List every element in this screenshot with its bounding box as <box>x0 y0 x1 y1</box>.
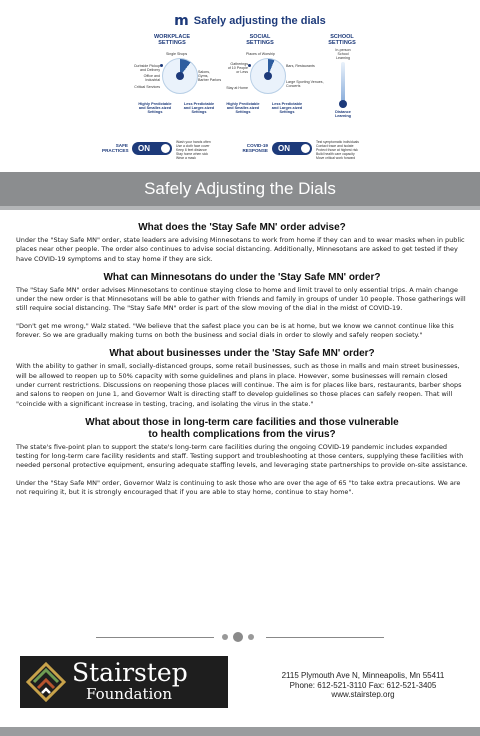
school-heading-line2: SETTINGS <box>328 40 356 46</box>
safe-practices-label <box>102 143 128 153</box>
workplace-label-office-line1: Office and <box>143 74 160 78</box>
school-label-distance <box>328 110 358 118</box>
covid-response-item: Contact trace and isolate <box>316 144 354 148</box>
covid-response-label-line2: RESPONSE <box>242 148 268 153</box>
safe-practice-item: Stay home when sick <box>176 152 209 156</box>
safe-practice-item: Wear a mask <box>176 156 196 160</box>
divider-dot <box>248 634 254 640</box>
social-dial <box>250 58 286 94</box>
workplace-label-critical: Critical Services <box>134 85 160 89</box>
social-label-venues-line2: Concerts <box>286 84 301 88</box>
covid-response-toggle <box>272 142 312 155</box>
workplace-label-single-shops: Single Shops <box>166 52 188 56</box>
social-bottom-right: Less Predictable and Larger-sized Settings <box>271 102 303 115</box>
section-heading-line2: to health complications from the virus? <box>148 428 336 440</box>
section-heading-line1: What about those in long-term care facilities and those vulnerable <box>85 416 399 428</box>
covid-response-label <box>238 143 268 153</box>
dot-divider <box>96 631 384 645</box>
dials-infographic <box>100 12 400 172</box>
social-bottom-left: Highly Predictable and Smaller-sized Settings <box>226 102 260 115</box>
covid-response-item: Move critical work forward <box>316 156 356 160</box>
divider-dot <box>222 634 228 640</box>
stairstep-logo-icon <box>26 662 66 702</box>
section-paragraph: The "Stay Safe MN" order advises Minnesotans to continue staying close to home and limit travel to only essential trips. A main change under the new order is that Minnesotans will be able to gather with friends and family in groups of under 10 people. Those gatherings will still require social distancing. The "Stay Safe MN" order is part of the slow moving of the dial in the midst of COVID-19. <box>16 285 466 313</box>
safe-practices-label-line1: SAFE <box>115 143 128 148</box>
workplace-label-salons-line2: Gyms, <box>198 74 209 78</box>
covid-response-item: Build health care capacity <box>316 152 355 156</box>
social-label-venues <box>286 80 324 88</box>
dial-marker <box>248 64 251 67</box>
social-label-venues-line1: Large Sporting Venues, <box>286 80 324 84</box>
school-label-in-person <box>328 48 358 60</box>
workplace-dial-hub <box>176 72 184 80</box>
school-label-distance-line1: Distance <box>335 110 351 114</box>
social-heading-line2: SETTINGS <box>246 40 274 46</box>
workplace-bottom-right: Less Predictable and Larger-sized Settings <box>183 102 215 115</box>
workplace-label-salons-line1: Salons, <box>198 70 210 74</box>
phone-fax-line: Phone: 612-521-3110 Fax: 612-521-3405 <box>289 680 437 690</box>
address-line: 2115 Plymouth Ave N, Minneapolis, Mn 55411 <box>281 671 445 680</box>
social-dial-hub <box>264 72 272 80</box>
social-heading <box>230 34 290 46</box>
school-heading-line1: SCHOOL <box>330 34 354 40</box>
bottom-bar <box>0 727 480 736</box>
safe-practice-item: Wash your hands often <box>176 140 211 144</box>
covid-response-item: Test symptomatic individuals <box>316 140 359 144</box>
workplace-label-curbside-line1: Curbside Pickup <box>133 64 160 68</box>
divider-line-right <box>266 637 384 638</box>
divider-dot <box>233 632 243 642</box>
website-link[interactable]: www.stairstep.org <box>331 690 395 699</box>
social-label-bars: Bars, Restaurants <box>286 64 315 68</box>
workplace-heading-line2: SETTINGS <box>158 40 186 46</box>
section-paragraph: With the ability to gather in small, socially-distanced groups, some retail businesses, such as those in malls and main street businesses, will be allowed to reopen up to 50% capacity with some guidelines and plans in place. However, some businesses will remain closed under current restrictions. Discussions on reopening those places will continue. The aim is for places like bars, restaurants, barber shops and salons to reopen on June 1, and Governor Walt is directing staff to develop guidelines so those places can safely reopen. That will "coincide with a significant increase in testing, tracing, and isolating the virus in the state." <box>16 362 462 408</box>
section-heading: What about businesses under the 'Stay Safe MN' order? <box>109 348 375 360</box>
minnesota-logo-icon: m <box>174 13 188 29</box>
social-heading-line1: SOCIAL <box>249 34 271 40</box>
social-label-gatherings <box>218 62 248 74</box>
social-label-gatherings-line1: Gatherings <box>230 62 248 66</box>
workplace-heading-line1: WORKPLACE <box>153 34 191 40</box>
safe-practice-item: Keep 6 feet distance <box>176 148 207 152</box>
workplace-dial <box>162 58 198 94</box>
toggle-knob-icon <box>161 144 170 153</box>
section-paragraph: Under the "Stay Safe MN" order, Governor Walz is continuing to ask those who are over the age of 65 "to take extra precautions. We are not requiring it, but it is strongly encouraged that if you are able to stay home, continue to stay home". <box>16 478 461 497</box>
school-heading <box>322 34 362 46</box>
dial-marker <box>160 64 163 67</box>
workplace-heading <box>142 34 202 46</box>
safe-practices-list <box>176 140 236 160</box>
workplace-label-curbside <box>130 64 160 72</box>
article-body <box>16 222 468 505</box>
infographic-header <box>100 12 400 30</box>
safe-practice-item: Use a cloth face cover <box>176 144 210 148</box>
section-heading <box>16 417 468 441</box>
workplace-label-office-line2: Industrial <box>145 78 160 82</box>
workplace-bottom-left: Highly Predictable and Smaller-sized Settings <box>138 102 172 115</box>
safe-practices-label-line2: PRACTICES <box>102 148 129 153</box>
contact-block <box>258 671 468 700</box>
covid-response-toggle-label: ON <box>278 144 290 153</box>
section-heading: What does the 'Stay Safe MN' order advise? <box>138 222 346 233</box>
social-label-gatherings-line2: of 10 People <box>227 66 248 70</box>
social-label-worship: Places of Worship <box>246 52 275 56</box>
safe-practices-toggle <box>132 142 172 155</box>
page-title: Safely Adjusting the Dials <box>144 179 336 198</box>
walz-quote-paragraph: "Don't get me wrong," Walz stated. "We believe that the safest place you can be is at home, but we know we cannot continue like this forever. So we are gradually making turns on both the business and social dials in order to slowly and safely reopen society." <box>16 321 454 340</box>
divider-line-left <box>96 637 214 638</box>
toggle-knob-icon <box>301 144 310 153</box>
workplace-label-office <box>130 74 160 82</box>
title-banner <box>0 172 480 210</box>
covid-response-item: Protect those at highest risk <box>316 148 358 152</box>
logo-name: Stairstep <box>72 658 188 687</box>
school-label-in-person-line2: School <box>337 52 349 56</box>
school-label-distance-line2: Learning <box>334 114 352 119</box>
social-label-stay-home: Stay at Home <box>226 86 248 90</box>
school-label-in-person-line3: Learning <box>336 56 350 60</box>
safe-practices-toggle-label: ON <box>138 144 150 153</box>
covid-response-label-line1: COVID-19 <box>246 143 268 148</box>
dial-columns <box>100 34 400 136</box>
social-label-gatherings-line3: or Less <box>236 70 248 74</box>
stairstep-logo <box>20 656 228 708</box>
school-label-in-person-line1: In-person <box>335 48 351 52</box>
toggles-row <box>100 140 400 166</box>
section-paragraph: The state's five-point plan to support the state's long-term care facilities during the ongoing COVID-19 pandemic includes expanded testing for long-term care facility residents and staff. Testing support and troubleshooting at those centers, supplying these facilities with needed personal protective equipment, ensuring adequate staffing levels, and leveraging state partnerships to provide on-site assistance. <box>16 442 468 470</box>
workplace-label-salons-line3: Barber Parlors <box>198 78 222 82</box>
section-heading: What can Minnesotans do under the 'Stay Safe MN' order? <box>103 271 381 283</box>
logo-subtitle: Foundation <box>86 685 173 703</box>
school-slider-knob <box>339 100 347 108</box>
section-paragraph: Under the "Stay Safe MN" order, state leaders are advising Minnesotans to work from home if they can and to wear masks when in public places near other people. The order also continues to advise social distancing. Additionally, Minnesotans are asked to get tested if they have COVID-19 symptoms and to stay home if they are sick. <box>16 236 465 263</box>
infographic-title: Safely adjusting the dials <box>193 15 326 27</box>
workplace-label-curbside-line2: and Delivery <box>140 68 160 72</box>
covid-response-list <box>316 140 376 160</box>
